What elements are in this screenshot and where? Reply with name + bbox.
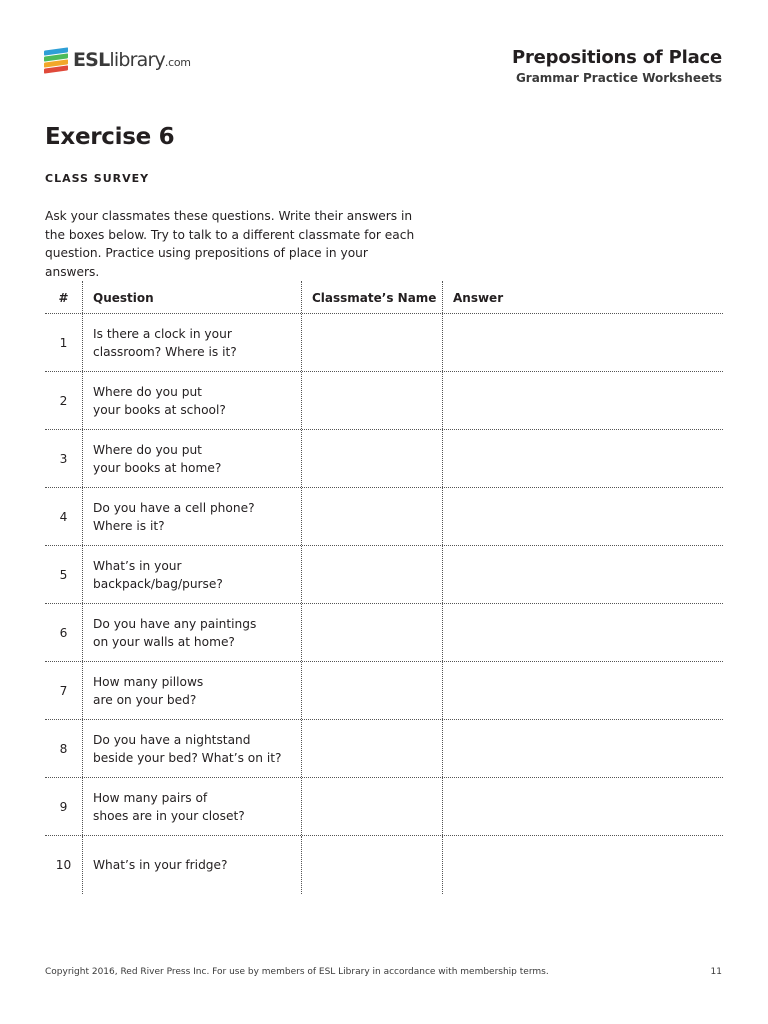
question-cell: Is there a clock in your classroom? Where is it?: [83, 314, 302, 371]
esl-library-logo: [44, 45, 191, 75]
table-row: [45, 662, 723, 720]
table-row: [45, 778, 723, 836]
question-cell: Do you have a nightstand beside your bed? What’s on it?: [83, 720, 302, 777]
classmate-name-cell[interactable]: [302, 372, 443, 429]
row-number: 10: [45, 836, 83, 894]
table-row: [45, 546, 723, 604]
question-cell: What’s in your backpack/bag/purse?: [83, 546, 302, 603]
header-classmate-name: Classmate’s Name: [302, 281, 443, 313]
row-number: 7: [45, 662, 83, 719]
copyright-footer: Copyright 2016, Red River Press Inc. For use by members of ESL Library in accordance with membership terms.: [45, 967, 549, 977]
row-number: 9: [45, 778, 83, 835]
table-row: [45, 430, 723, 488]
classmate-name-cell[interactable]: [302, 836, 443, 894]
row-number: 2: [45, 372, 83, 429]
table-row: [45, 604, 723, 662]
answer-cell[interactable]: [443, 372, 723, 429]
question-cell: Where do you put your books at home?: [83, 430, 302, 487]
question-cell: How many pairs of shoes are in your closet?: [83, 778, 302, 835]
answer-cell[interactable]: [443, 662, 723, 719]
classmate-name-cell[interactable]: [302, 488, 443, 545]
row-number: 4: [45, 488, 83, 545]
classmate-name-cell[interactable]: [302, 430, 443, 487]
section-heading: CLASS SURVEY: [45, 172, 150, 185]
header-question: Question: [83, 281, 302, 313]
classmate-name-cell[interactable]: [302, 720, 443, 777]
table-row: [45, 314, 723, 372]
row-number: 6: [45, 604, 83, 661]
row-number: 3: [45, 430, 83, 487]
answer-cell[interactable]: [443, 836, 723, 894]
question-cell: How many pillows are on your bed?: [83, 662, 302, 719]
classmate-name-cell[interactable]: [302, 662, 443, 719]
table-row: [45, 720, 723, 778]
worksheet-title: Prepositions of Place: [512, 47, 722, 68]
answer-cell[interactable]: [443, 546, 723, 603]
header-answer: Answer: [453, 290, 504, 305]
classmate-name-cell[interactable]: [302, 546, 443, 603]
books-logo-icon: [44, 48, 70, 72]
answer-cell[interactable]: [443, 314, 723, 371]
classmate-name-cell[interactable]: [302, 604, 443, 661]
survey-table: [45, 281, 723, 894]
table-row: [45, 488, 723, 546]
question-cell: Where do you put your books at school?: [83, 372, 302, 429]
answer-cell[interactable]: [443, 604, 723, 661]
answer-cell[interactable]: [443, 720, 723, 777]
row-number: 8: [45, 720, 83, 777]
answer-cell[interactable]: [443, 430, 723, 487]
question-cell: Do you have any paintings on your walls at home?: [83, 604, 302, 661]
table-header-row: [45, 281, 723, 314]
classmate-name-cell[interactable]: [302, 778, 443, 835]
table-row: [45, 836, 723, 894]
classmate-name-cell[interactable]: [302, 314, 443, 371]
answer-cell[interactable]: [443, 778, 723, 835]
row-number: 5: [45, 546, 83, 603]
question-cell: What’s in your fridge?: [83, 836, 302, 894]
question-cell: Do you have a cell phone? Where is it?: [83, 488, 302, 545]
worksheet-subtitle: Grammar Practice Worksheets: [515, 71, 722, 85]
row-number: 1: [45, 314, 83, 371]
answer-cell[interactable]: [443, 488, 723, 545]
logo-wordmark: ESLlibrary.com: [73, 49, 191, 71]
instructions-text: Ask your classmates these questions. Write their answers in the boxes below. Try to talk to a different classmate for each question. Practice using prepositions of place in your answers.: [45, 209, 415, 279]
page-number: 11: [710, 967, 722, 977]
table-row: [45, 372, 723, 430]
exercise-title: Exercise 6: [45, 124, 175, 150]
header-number: #: [45, 281, 83, 313]
